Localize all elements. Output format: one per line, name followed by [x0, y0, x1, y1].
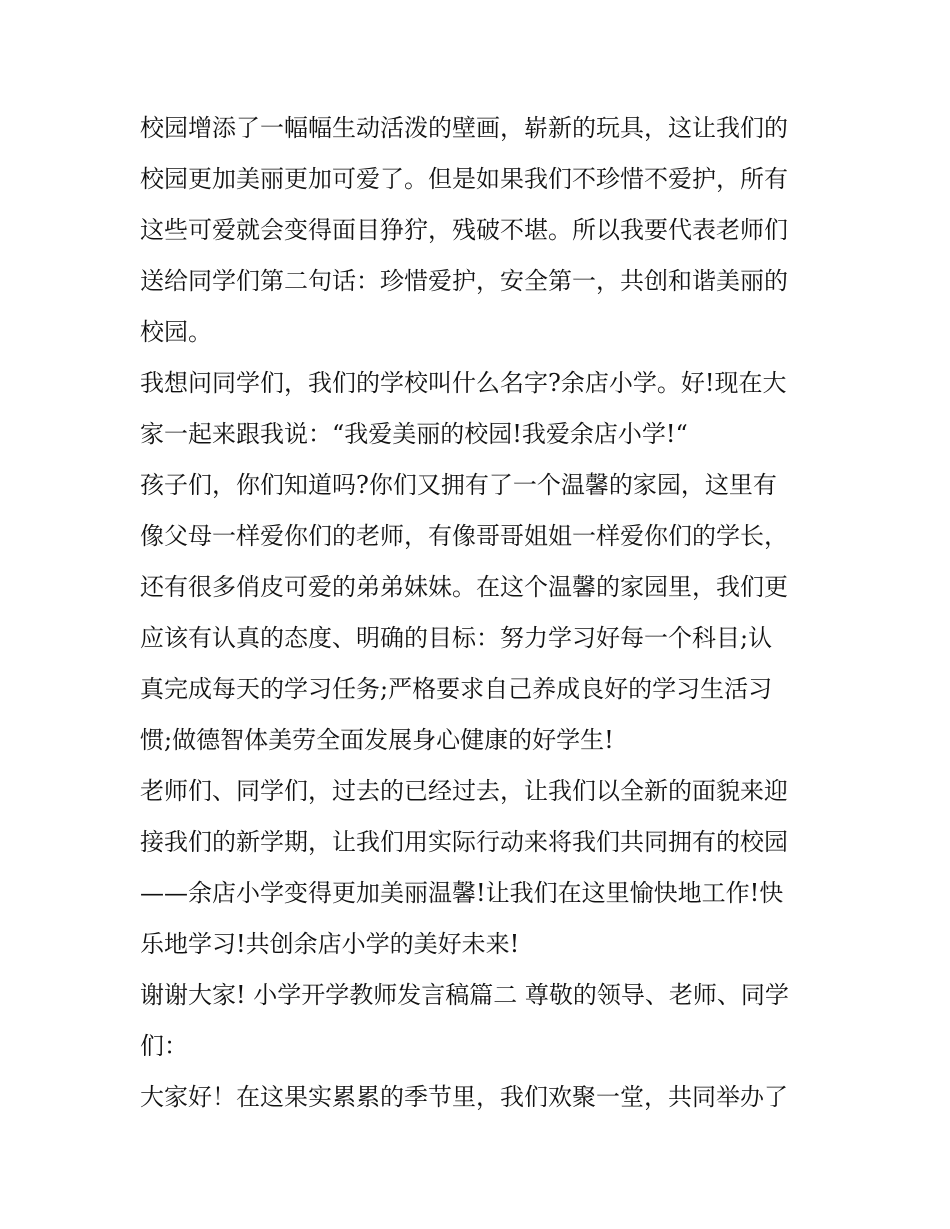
text-line-9: 像父母一样爱你们的老师，有像哥哥姐姐一样爱你们的学长，: [140, 522, 788, 550]
text-line-10: 还有很多俏皮可爱的弟弟妹妹。在这个温馨的家园里，我们更: [140, 573, 788, 601]
text-line-7: 家一起来跟我说：“我爱美丽的校园!我爱余店小学!“: [140, 420, 688, 448]
text-line-14: 老师们、同学们，过去的已经过去，让我们以全新的面貌来迎: [140, 777, 788, 805]
text-line-5: 校园。: [140, 318, 212, 346]
text-line-11: 应该有认真的态度、明确的目标：努力学习好每一个科目;认: [140, 624, 773, 652]
text-line-6: 我想问同学们，我们的学校叫什么名字?余店小学。好!现在大: [140, 369, 787, 397]
text-line-4: 送给同学们第二句话：珍惜爱护，安全第一，共创和谐美丽的: [140, 267, 788, 295]
text-line-2: 校园更加美丽更加可爱了。但是如果我们不珍惜不爱护，所有: [140, 165, 788, 193]
text-line-8: 孩子们，你们知道吗?你们又拥有了一个温馨的家园，这里有: [140, 471, 777, 499]
text-line-3: 这些可爱就会变得面目狰狞，残破不堪。所以我要代表老师们: [140, 216, 788, 244]
text-line-17: 乐地学习!共创余店小学的美好未来!: [140, 930, 520, 958]
text-line-16: ——余店小学变得更加美丽温馨!让我们在这里愉快地工作!快: [140, 879, 784, 907]
text-line-15: 接我们的新学期，让我们用实际行动来将我们共同拥有的校园: [140, 828, 788, 856]
text-line-18: 谢谢大家! 小学开学教师发言稿篇二 尊敬的领导、老师、同学: [140, 981, 789, 1009]
text-line-20: 大家好！在这果实累累的季节里，我们欢聚一堂，共同举办了: [140, 1083, 788, 1111]
text-line-19: 们：: [140, 1032, 188, 1060]
text-line-13: 惯;做德智体美劳全面发展身心健康的好学生!: [140, 726, 614, 754]
text-line-1: 校园增添了一幅幅生动活泼的壁画，崭新的玩具，这让我们的: [140, 114, 788, 142]
text-line-12: 真完成每天的学习任务;严格要求自己养成良好的学习生活习: [140, 675, 773, 703]
